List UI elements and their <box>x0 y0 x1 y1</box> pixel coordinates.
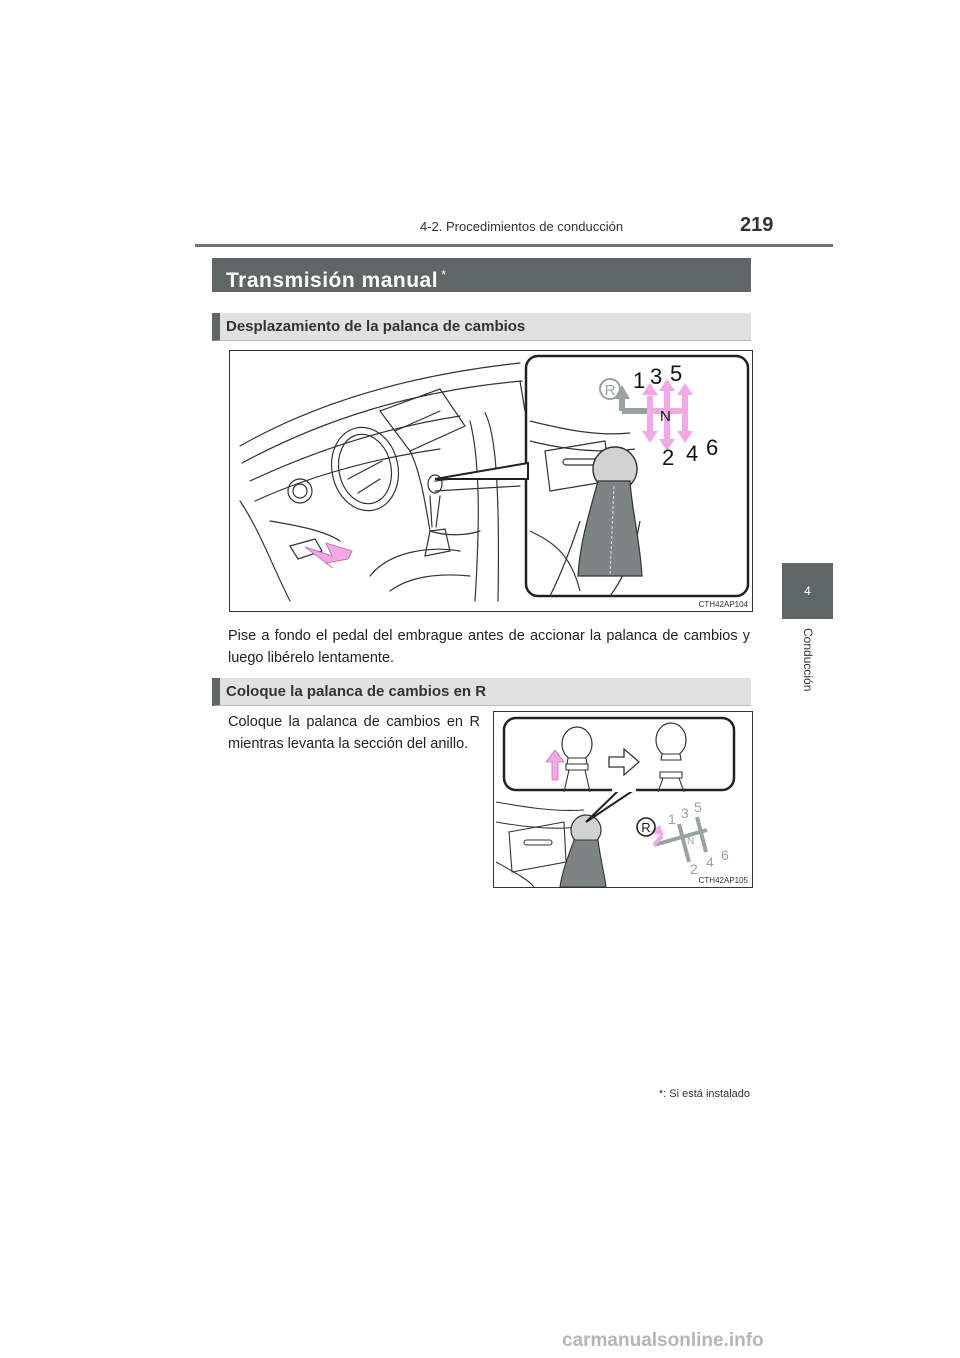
clutch-instruction: Pise a fondo el pedal del embrague antes de accionar la palanca de cambios y luego libérelo lentamente. <box>228 628 750 666</box>
footnote-text: : Si está instalado <box>663 1088 750 1100</box>
reverse-instruction: Coloque la palanca de cambios en R mientras levanta la sección del anillo. <box>228 714 480 752</box>
gear-label-4: 4 <box>686 441 699 466</box>
page-title-text: Transmisión manual <box>226 269 439 292</box>
chapter-label: Conducción <box>801 628 815 692</box>
gear-label-1: 1 <box>633 368 646 393</box>
section-heading-shift: Desplazamiento de la palanca de cambios <box>212 313 751 341</box>
reverse-illustration <box>494 712 752 887</box>
gear-label-3: 3 <box>681 805 689 821</box>
gear-label-n: N <box>687 836 695 847</box>
gear-label-3: 3 <box>650 364 663 389</box>
gear-label-4: 4 <box>706 854 714 870</box>
gear-label-2: 2 <box>690 861 698 877</box>
section-heading-reverse: Coloque la palanca de cambios en R <box>212 678 751 706</box>
watermark: carmanualsonline.info <box>562 1330 764 1351</box>
installed-mark: * <box>441 267 447 282</box>
gear-pattern-icon <box>637 799 729 877</box>
gear-label-5: 5 <box>670 361 683 386</box>
gear-label-n: N <box>660 408 671 425</box>
pedal-arrow-icon <box>305 543 352 568</box>
figure-code: CTH42AP104 <box>698 600 748 609</box>
footnote <box>600 1088 750 1100</box>
figure-code: CTH42AP105 <box>698 876 748 885</box>
header-divider <box>195 244 833 247</box>
running-header-section: 4-2. Procedimientos de conducción <box>420 219 624 234</box>
gear-label-r: R <box>604 382 616 399</box>
figure-shift-lever <box>229 350 753 612</box>
figure-reverse <box>493 711 753 888</box>
gear-label-6: 6 <box>706 435 719 460</box>
gear-label-1: 1 <box>668 811 676 827</box>
gear-label-r: R <box>641 820 651 835</box>
page-number: 219 <box>740 214 774 236</box>
gear-label-2: 2 <box>662 445 675 470</box>
shift-boot <box>560 840 606 887</box>
chapter-tab: 4 <box>782 563 833 619</box>
gear-label-5: 5 <box>694 799 702 815</box>
inset-frame <box>504 718 734 790</box>
page-title <box>212 258 751 292</box>
gear-label-6: 6 <box>721 847 729 863</box>
dashboard-illustration <box>230 351 752 611</box>
footnote-mark: * <box>658 1088 664 1100</box>
